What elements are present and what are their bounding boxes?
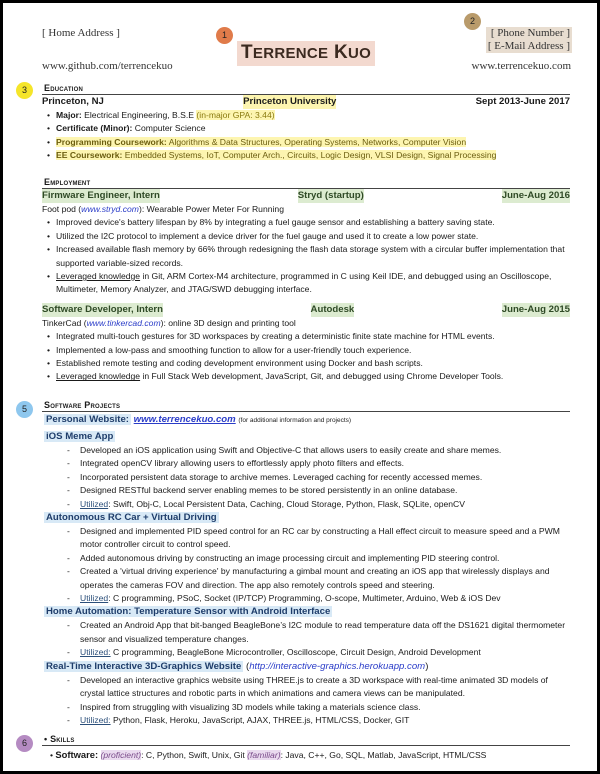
- edu-school: Princeton University: [243, 96, 337, 107]
- list-item: - Developed an interactive graphics website using THREE.js to create a 3D workspace with real-time animated 3D models of crystal lattice structures and robotic parts in which animations and camera views can be manipulated.: [42, 674, 570, 701]
- personal-website-link[interactable]: www.terrencekuo.com: [133, 414, 236, 425]
- section-heading: Education: [42, 83, 570, 95]
- edu-dates: Sept 2013-June 2017: [475, 96, 570, 107]
- project-title: Autonomous RC Car + Virtual Driving: [46, 512, 217, 524]
- list-item: • Increased available flash memory by 66% through redesigning the flash data storage system with a circular buffer implementation that supported variable-sized records.: [42, 243, 570, 270]
- badge-1: 1: [216, 27, 233, 44]
- list-item: • Leveraged knowledge in Full Stack Web development, JavaScript, Git, and debugged using Chrome Developer Tools.: [42, 370, 570, 383]
- email-address: [ E-Mail Address ]: [487, 40, 570, 52]
- list-item: • Integrated multi-touch gestures for 3D workspaces by creating a deterministic finite state machine for HTML events.: [42, 330, 570, 343]
- github-link[interactable]: www.github.com/terrencekuo: [42, 60, 173, 72]
- badge-3: 3: [16, 82, 33, 99]
- list-item: - Developed an iOS application using Swift and Objective-C that allows users to easily create and share memes.: [42, 444, 570, 457]
- list-item: - Utilized: Swift, Obj-C, Local Persistent Data, Caching, Cloud Storage, Python, Flask, SQLite, openCV: [42, 498, 570, 511]
- list-item: • Established remote testing and coding development environment using Docker and bash scripts.: [42, 357, 570, 370]
- section-heading: Software Projects: [42, 400, 570, 412]
- candidate-name: TERRENCE KUO: [237, 41, 375, 66]
- badge-2: 2: [464, 13, 481, 30]
- project-title: Real-Time Interactive 3D-Graphics Website: [46, 660, 242, 672]
- list-item: - Added autonomous driving by constructing an image processing circuit and implementing PID steering control.: [42, 552, 570, 565]
- education-section: [42, 83, 570, 163]
- list-item: - Utilized: C programming, PSoC, Socket (IP/TCP) Programming, O-scope, Multimeter, Arduino, Web & iOS Dev: [42, 592, 570, 605]
- job-entry: Firmware Engineer, Intern Stryd (startup) June-Aug 2016 Foot pod (www.stryd.com): Wearable Power Meter For Running • Improved device's battery lifespan by 8% by integrating a fuel gauge sensor and establishing a battery saving state. • Utilized the I2C protocol to implement a device driver for the fuel gauge and used it to create a low power state. • Increased available flash memory by 66% through redesigning the flash data storage system with a circular buffer implementation that supported variable-sized records. • Leveraged knowledge in Git, ARM Cortex-M4 architecture, programmed in C using Keil IDE, and debugged using an Oscilloscope, Multimeter, Memory Analyzer, and JTAG/SWD debugging interface.: [42, 189, 570, 297]
- list-item: • Major: Electrical Engineering, B.S.E (in-major GPA: 3.44): [42, 109, 570, 122]
- skills-software: • Software: (proficient): C, Python, Swift, Unix, Git (familiar): Java, C++, Go, SQL, Matlab, JavaScript, HTML/CSS: [50, 749, 487, 760]
- job-entry: Software Developer, Intern Autodesk June-Aug 2015 TinkerCad (www.tinkercad.com): online 3D design and printing tool • Integrated multi-touch gestures for 3D workspaces by creating a deterministic finite state machine for HTML events. • Implemented a low-pass and smoothing function to allow for a user-friendly touch experience. • Established remote testing and coding development environment using Docker and bash scripts. • Leveraged knowledge in Full Stack Web development, JavaScript, Git, and debugged using Chrome Developer Tools.: [42, 303, 570, 384]
- skills-section: [42, 734, 570, 762]
- resume-page: [3, 3, 597, 771]
- home-address: [ Home Address ]: [42, 27, 120, 39]
- list-item: - Designed and implemented PID speed control for an RC car by constructing a Hall effect circuit to measure speed and a PWM motor controller circuit to control speed.: [42, 525, 570, 552]
- phone-number: [ Phone Number ]: [490, 27, 570, 39]
- badge-5: 5: [16, 401, 33, 418]
- list-item: • Implemented a low-pass and smoothing function to allow for a user-friendly touch experience.: [42, 344, 570, 357]
- list-item: • Leveraged knowledge in Git, ARM Cortex-M4 architecture, programmed in C using Keil IDE, and debugged using an Oscilloscope, Multimeter, Memory Analyzer, and JTAG/SWD debugging interface.: [42, 270, 570, 297]
- employment-section: [42, 177, 570, 384]
- section-heading: • Skills: [42, 734, 570, 746]
- list-item: • Improved device's battery lifespan by 8% by integrating a fuel gauge sensor and establishing a battery saving state.: [42, 216, 570, 229]
- list-item: - Created a 'virtual driving experience' by manufacturing a gimbal mount and creating an iOS app that wirelessly displays and operates the cameras FOV and direction. The app also remotely controls speed and steering.: [42, 565, 570, 592]
- tinkercad-link[interactable]: www.tinkercad.com: [86, 317, 161, 328]
- graphics-website-link[interactable]: http://interactive-graphics.herokuapp.com: [249, 660, 426, 672]
- website-link[interactable]: www.terrencekuo.com: [471, 60, 571, 72]
- list-item: • Utilized the I2C protocol to implement a device driver for the fuel gauge and used it to create a low power state.: [42, 230, 570, 243]
- list-item: • EE Coursework: Embedded Systems, IoT, Computer Arch., Circuits, Logic Design, VLSI Design, Signal Processing: [42, 149, 570, 162]
- project-title: Home Automation: Temperature Sensor with Android Interface: [46, 606, 331, 618]
- list-item: - Designed RESTful backend server enabling memes to be stored persistently in an online database.: [42, 484, 570, 497]
- section-heading: Employment: [42, 177, 570, 189]
- contact-block: [486, 27, 572, 53]
- list-item: - Utilized: C programming, BeagleBone Microcontroller, Oscilloscope, Circuit Design, Android Development: [42, 646, 570, 659]
- stryd-link[interactable]: www.stryd.com: [81, 204, 139, 214]
- badge-6: 6: [16, 735, 33, 752]
- list-item: • Programming Coursework: Algorithms & Data Structures, Operating Systems, Networks, Computer Vision: [42, 136, 570, 149]
- list-item: - Created an Android App that bit-banged BeagleBone’s I2C module to read temperature data off the DS1621 digital thermometer sensor and visualized temperature changes.: [42, 619, 570, 646]
- list-item: - Incorporated persistent data storage to archive memes. Leveraged caching for recently accessed memes.: [42, 471, 570, 484]
- list-item: - Utilized: Python, Flask, Heroku, JavaScript, AJAX, THREE.js, HTML/CSS, Docker, GIT: [42, 714, 570, 727]
- list-item: - Integrated openCV library allowing users to effortlessly apply photo filters and effects.: [42, 457, 570, 470]
- list-item: - Inspired from struggling with visualizing 3D models while taking a materials science class.: [42, 701, 570, 714]
- list-item: • Certificate (Minor): Computer Science: [42, 122, 570, 135]
- project-title: iOS Meme App: [46, 431, 114, 442]
- edu-location: Princeton, NJ: [42, 96, 104, 107]
- projects-section: Software Projects Personal Website: www.terrencekuo.com (for additional information and projects) iOS Meme App - Developed an iOS application using Swift and Objective-C that allows users to easily create and share memes. - Integrated openCV library allowing users to effortlessly apply photo filters and effects. - Incorporated persistent data storage to archive memes. Leveraged caching for recently accessed memes. - Designed RESTful backend server enabling memes to be stored persistently in an online database. - Utilized: Swift, Obj-C, Local Persistent Data, Caching, Cloud Storage, Python, Flask, SQLite, openCV Autonomous RC Car + Virtual Driving - Designed and implemented PID speed control for an RC car by constructing a Hall effect circuit to measure speed and a PWM motor controller circuit to control speed. - Added autonomous driving by constructing an image processing circuit and implementing PID steering control. - Created a 'virtual driving experience' by manufacturing a gimbal mount and creating an iOS app that wirelessly displays and operates the cameras FOV and direction. The app also remotely controls speed and steering. - Utilized: C programming, PSoC, Socket (IP/TCP) Programming, O-scope, Multimeter, Arduino, Web & iOS Dev Home Automation: Temperature Sensor with Android Interface - Created an Android App that bit-banged BeagleBone’s I2C module to read temperature data off the DS1621 digital thermometer sensor and visualized temperature changes. - Utilized: C programming, BeagleBone Microcontroller, Oscilloscope, Circuit Design, Android Development Real-Time Interactive 3D-Graphics Website (http://interactive-graphics.herokuapp.com) - Developed an interactive graphics website using THREE.js to create a 3D workspace with real-time animated 3D models of crystal lattice structures and robotic parts in which animations and camera views can be manipulated. - Inspired from struggling with visualizing 3D models while taking a materials science class. - Utilized: Python, Flask, Heroku, JavaScript, AJAX, THREE.js, HTML/CSS, Docker, GIT: [42, 400, 570, 727]
